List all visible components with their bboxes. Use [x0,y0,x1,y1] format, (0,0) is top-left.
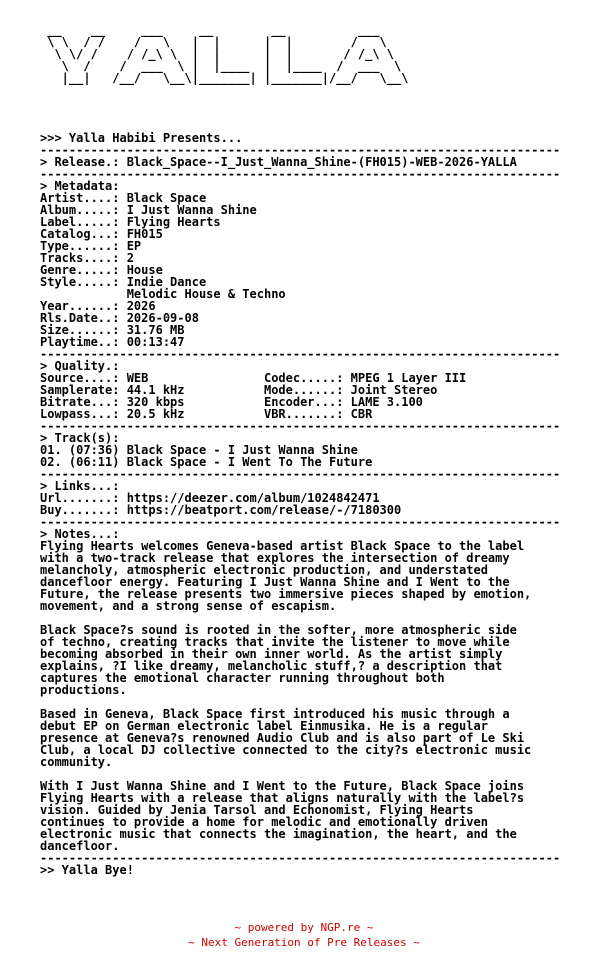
notes-line: continues to provide a home for melodic and emotionally driven [40,815,488,829]
logo-line: \ \/ / / /_\ \ | | | | / /_\ \ [40,47,395,61]
notes-line: with a two-track release that explores the intersection of dreamy [40,551,510,565]
logo-line: __ __ ___ __ __ ___ [40,23,380,37]
metadata-line: Genre.....: House [40,263,163,277]
quality-line: Lowpass...: 20.5 kHz VBR.......: CBR [40,407,373,421]
quality-line: Source....: WEB Codec.....: MPEG 1 Layer III [40,371,467,385]
links-header: > Links...: [40,479,120,493]
metadata-line: Size......: 31.76 MB [40,323,185,337]
metadata-line: Year......: 2026 [40,299,156,313]
notes-line: Club, a local DJ collective connected to the city?s electronic music [40,743,532,757]
separator: ------------------------------------------------------------------------ [40,347,561,361]
powered-by-link[interactable]: ~ powered by NGP.re ~ [234,921,374,934]
separator: ------------------------------------------------------------------------ [40,419,561,433]
logo-line: \ / / ___ \ | |____ | |____ / ___ \ [40,59,402,73]
nfo-text [40,24,560,876]
notes-line: vision. Guided by Jenia Tarsol and Echonomist, Flying Hearts [40,803,474,817]
notes-line: movement, and a strong sense of escapism. [40,599,337,613]
notes-line: With I Just Wanna Shine and I Went to the Future, Black Space joins [40,779,525,793]
track-line: 02. (06:11) Black Space - I Went To The Future [40,455,373,469]
metadata-line: Artist....: Black Space [40,191,207,205]
notes-line: presence at Geneva?s renowned Audio Club and is also part of Le Ski [40,731,525,745]
notes-line: productions. [40,683,127,697]
link-line: Url.......: https://deezer.com/album/1024842471 [40,491,380,505]
logo-line [40,108,560,120]
metadata-line: Label.....: Flying Hearts [40,215,221,229]
footer-tagline: ~ Next Generation of Pre Releases ~ [188,936,420,949]
metadata-line: Melodic House & Techno [40,287,286,301]
notes-line: dancefloor. [40,839,120,853]
tracks-header: > Track(s): [40,431,120,445]
notes-line: of techno, creating tracks that invite the listener to move while [40,635,510,649]
metadata-line: Type......: EP [40,239,142,253]
notes-line: becoming absorbed in their own inner world. As the artist simply [40,647,503,661]
separator: ------------------------------------------------------------------------ [40,167,561,181]
notes-line: melancholy, atmospheric electronic production, and understated [40,563,488,577]
notes-line: explains, ?I like dreamy, melancholic stuff,? a description that [40,659,503,673]
track-line: 01. (07:36) Black Space - I Just Wanna Shine [40,443,358,457]
logo-line [40,84,560,96]
notes-line: Black Space?s sound is rooted in the softer, more atmospheric side [40,623,517,637]
quality-line: Samplerate: 44.1 kHz Mode......: Joint Stereo [40,383,438,397]
quality-header: > Quality.: [40,359,120,373]
separator: ------------------------------------------------------------------------ [40,851,561,865]
metadata-line: Rls.Date..: 2026-09-08 [40,311,199,325]
metadata-line: Catalog...: FH015 [40,227,163,241]
metadata-header: > Metadata: [40,179,120,193]
outro-line: >> Yalla Bye! [40,863,134,877]
metadata-line: Tracks....: 2 [40,251,134,265]
notes-line: dancefloor energy. Featuring I Just Wanna Shine and I Went to the [40,575,510,589]
metadata-line: Style.....: Indie Dance [40,275,207,289]
separator: ------------------------------------------------------------------------ [40,467,561,481]
logo-line [40,96,560,108]
separator: ------------------------------------------------------------------------ [40,515,561,529]
notes-line: Future, the release presents two immersive pieces shaped by emotion, [40,587,532,601]
logo-line: |__| /__/ \__\|_______| |_______|/__/ \__\ [40,71,409,85]
release-line: > Release.: Black_Space--I_Just_Wanna_Shine-(FH015)-WEB-2026-YALLA [40,155,517,169]
metadata-line: Album.....: I Just Wanna Shine [40,203,257,217]
notes-line: Based in Geneva, Black Space first introduced his music through a [40,707,510,721]
intro-line: >>> Yalla Habibi Presents... [40,131,243,145]
notes-header: > Notes...: [40,527,120,541]
notes-line: electronic music that connects the imagination, the heart, and the [40,827,517,841]
notes-line: Flying Hearts welcomes Geneva-based artist Black Space to the label [40,539,525,553]
notes-line: Flying Hearts with a release that aligns naturally with the label?s [40,791,525,805]
metadata-line: Playtime..: 00:13:47 [40,335,185,349]
link-line: Buy.......: https://beatport.com/release/-/7180300 [40,503,402,517]
notes-line: captures the emotional character running throughout both [40,671,445,685]
notes-line: debut EP on German electronic label Einmusika. He is a regular [40,719,488,733]
quality-line: Bitrate...: 320 kbps Encoder...: LAME 3.100 [40,395,423,409]
notes-line: community. [40,755,113,769]
logo-line: \ \ / / / \ | | | | / \ [40,35,387,49]
separator: ------------------------------------------------------------------------ [40,143,561,157]
